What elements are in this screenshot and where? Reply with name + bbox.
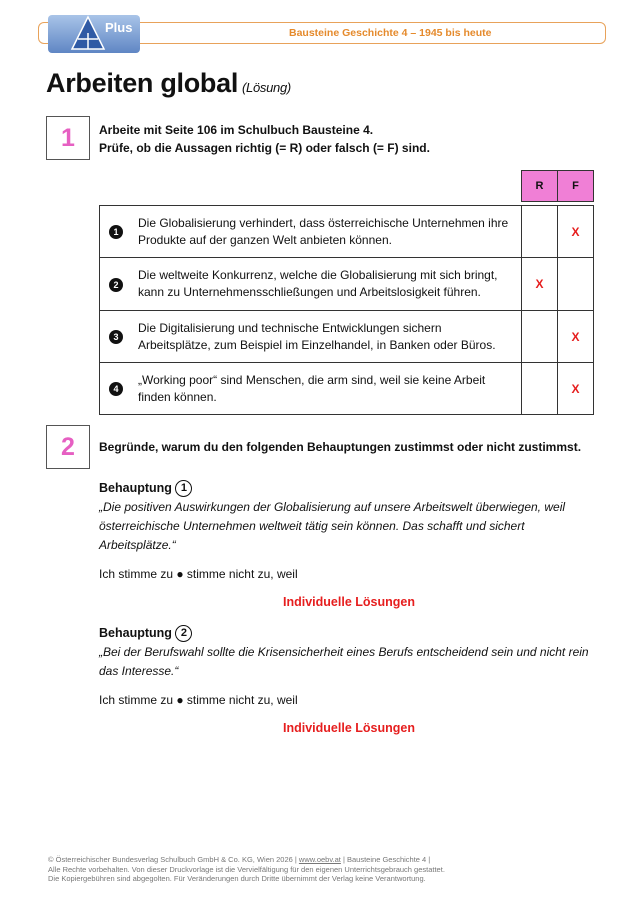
statement-text: „Working poor“ sind Menschen, die arm sind, weil sie keine Arbeit finden können. bbox=[132, 363, 522, 415]
answer-cell-r bbox=[522, 363, 558, 415]
statement-row bbox=[100, 258, 594, 311]
response-line: Ich stimme zu ● stimme nicht zu, weil bbox=[99, 567, 298, 581]
page-title bbox=[46, 68, 291, 99]
solution-text: Individuelle Lösungen bbox=[283, 595, 415, 609]
statements-table bbox=[99, 170, 594, 415]
statement-row bbox=[100, 363, 594, 415]
statement-number: 4 bbox=[100, 363, 133, 415]
claim-quote: „Die positiven Auswirkungen der Globalisierung auf unsere Arbeitswelt überwiegen, weil österreichische Unternehmen weltweit tätig sein können. Das schafft und sichert Arbeitsplätze.“ bbox=[99, 500, 566, 552]
statement-row bbox=[100, 311, 594, 363]
claim-heading: Behauptung 2 bbox=[99, 624, 599, 643]
title-subtitle: (Lösung) bbox=[242, 80, 291, 95]
statement-text: Die Globalisierung verhindert, dass österreichische Unternehmen ihre Produkte auf der ganzen Welt anbieten können. bbox=[132, 206, 522, 258]
statement-number: 2 bbox=[100, 258, 133, 311]
footer-line-3: Die Kopiergebühren sind abgegolten. Für Veränderungen durch Dritte übernimmt der Verlag keine Verantwortung. bbox=[48, 874, 426, 883]
logo-text: Plus bbox=[105, 20, 133, 35]
task1-line1: Arbeite mit Seite 106 im Schulbuch Bausteine 4. bbox=[99, 123, 374, 137]
statement-number: 1 bbox=[100, 206, 133, 258]
plus-logo bbox=[48, 15, 140, 53]
column-header-r: R bbox=[522, 171, 558, 202]
task-number-2: 2 bbox=[46, 425, 90, 469]
claim-heading: Behauptung 1 bbox=[99, 479, 599, 498]
task1-instruction bbox=[99, 121, 430, 157]
claim-number: 1 bbox=[175, 480, 192, 497]
column-header-f: F bbox=[558, 171, 594, 202]
answer-cell-r bbox=[522, 311, 558, 363]
response-line: Ich stimme zu ● stimme nicht zu, weil bbox=[99, 693, 298, 707]
answer-cell-f: X bbox=[558, 363, 594, 415]
answer-cell-f bbox=[558, 258, 594, 311]
table-header-row bbox=[100, 171, 594, 202]
solution-text: Individuelle Lösungen bbox=[283, 721, 415, 735]
statement-row bbox=[100, 206, 594, 258]
claim-block-2 bbox=[99, 624, 599, 738]
publisher-link[interactable]: www.oebv.at bbox=[298, 855, 341, 864]
task2-instruction: Begründe, warum du den folgenden Behauptungen zustimmst oder nicht zustimmst. bbox=[99, 440, 582, 454]
claim-block-1 bbox=[99, 479, 599, 612]
answer-cell-f: X bbox=[558, 206, 594, 258]
statement-number: 3 bbox=[100, 311, 133, 363]
answer-cell-r: X bbox=[522, 258, 558, 311]
answer-cell-r bbox=[522, 206, 558, 258]
task-number-1: 1 bbox=[46, 116, 90, 160]
footer bbox=[48, 855, 445, 884]
task1-line2: Prüfe, ob die Aussagen richtig (= R) oder falsch (= F) sind. bbox=[99, 141, 430, 155]
statement-text: Die Digitalisierung und technische Entwicklungen sichern Arbeitsplätze, zum Beispiel im Einzelhandel, in Banken oder Büros. bbox=[132, 311, 522, 363]
answer-cell-f: X bbox=[558, 311, 594, 363]
claim-number: 2 bbox=[175, 625, 192, 642]
footer-line-2: Alle Rechte vorbehalten. Von dieser Druckvorlage ist die Vervielfältigung für den eigenen Unterrichtsgebrauch gestattet. bbox=[48, 864, 445, 874]
book-title: Bausteine Geschichte 4 – 1945 bis heute bbox=[289, 27, 492, 39]
statement-text: Die weltweite Konkurrenz, welche die Globalisierung mit sich bringt, kann zu Unternehmensschließungen und Arbeitslosigkeit führen. bbox=[132, 258, 522, 311]
footer-line-1: © Österreichischer Bundesverlag Schulbuch GmbH & Co. KG, Wien 2026 | www.oebv.at | Bausteine Geschichte 4 | bbox=[48, 855, 431, 864]
title-text: Arbeiten global bbox=[46, 68, 239, 98]
claim-quote: „Bei der Berufswahl sollte die Krisensicherheit eines Berufs entscheidend sein und nicht rein das Interesse.“ bbox=[99, 645, 589, 678]
